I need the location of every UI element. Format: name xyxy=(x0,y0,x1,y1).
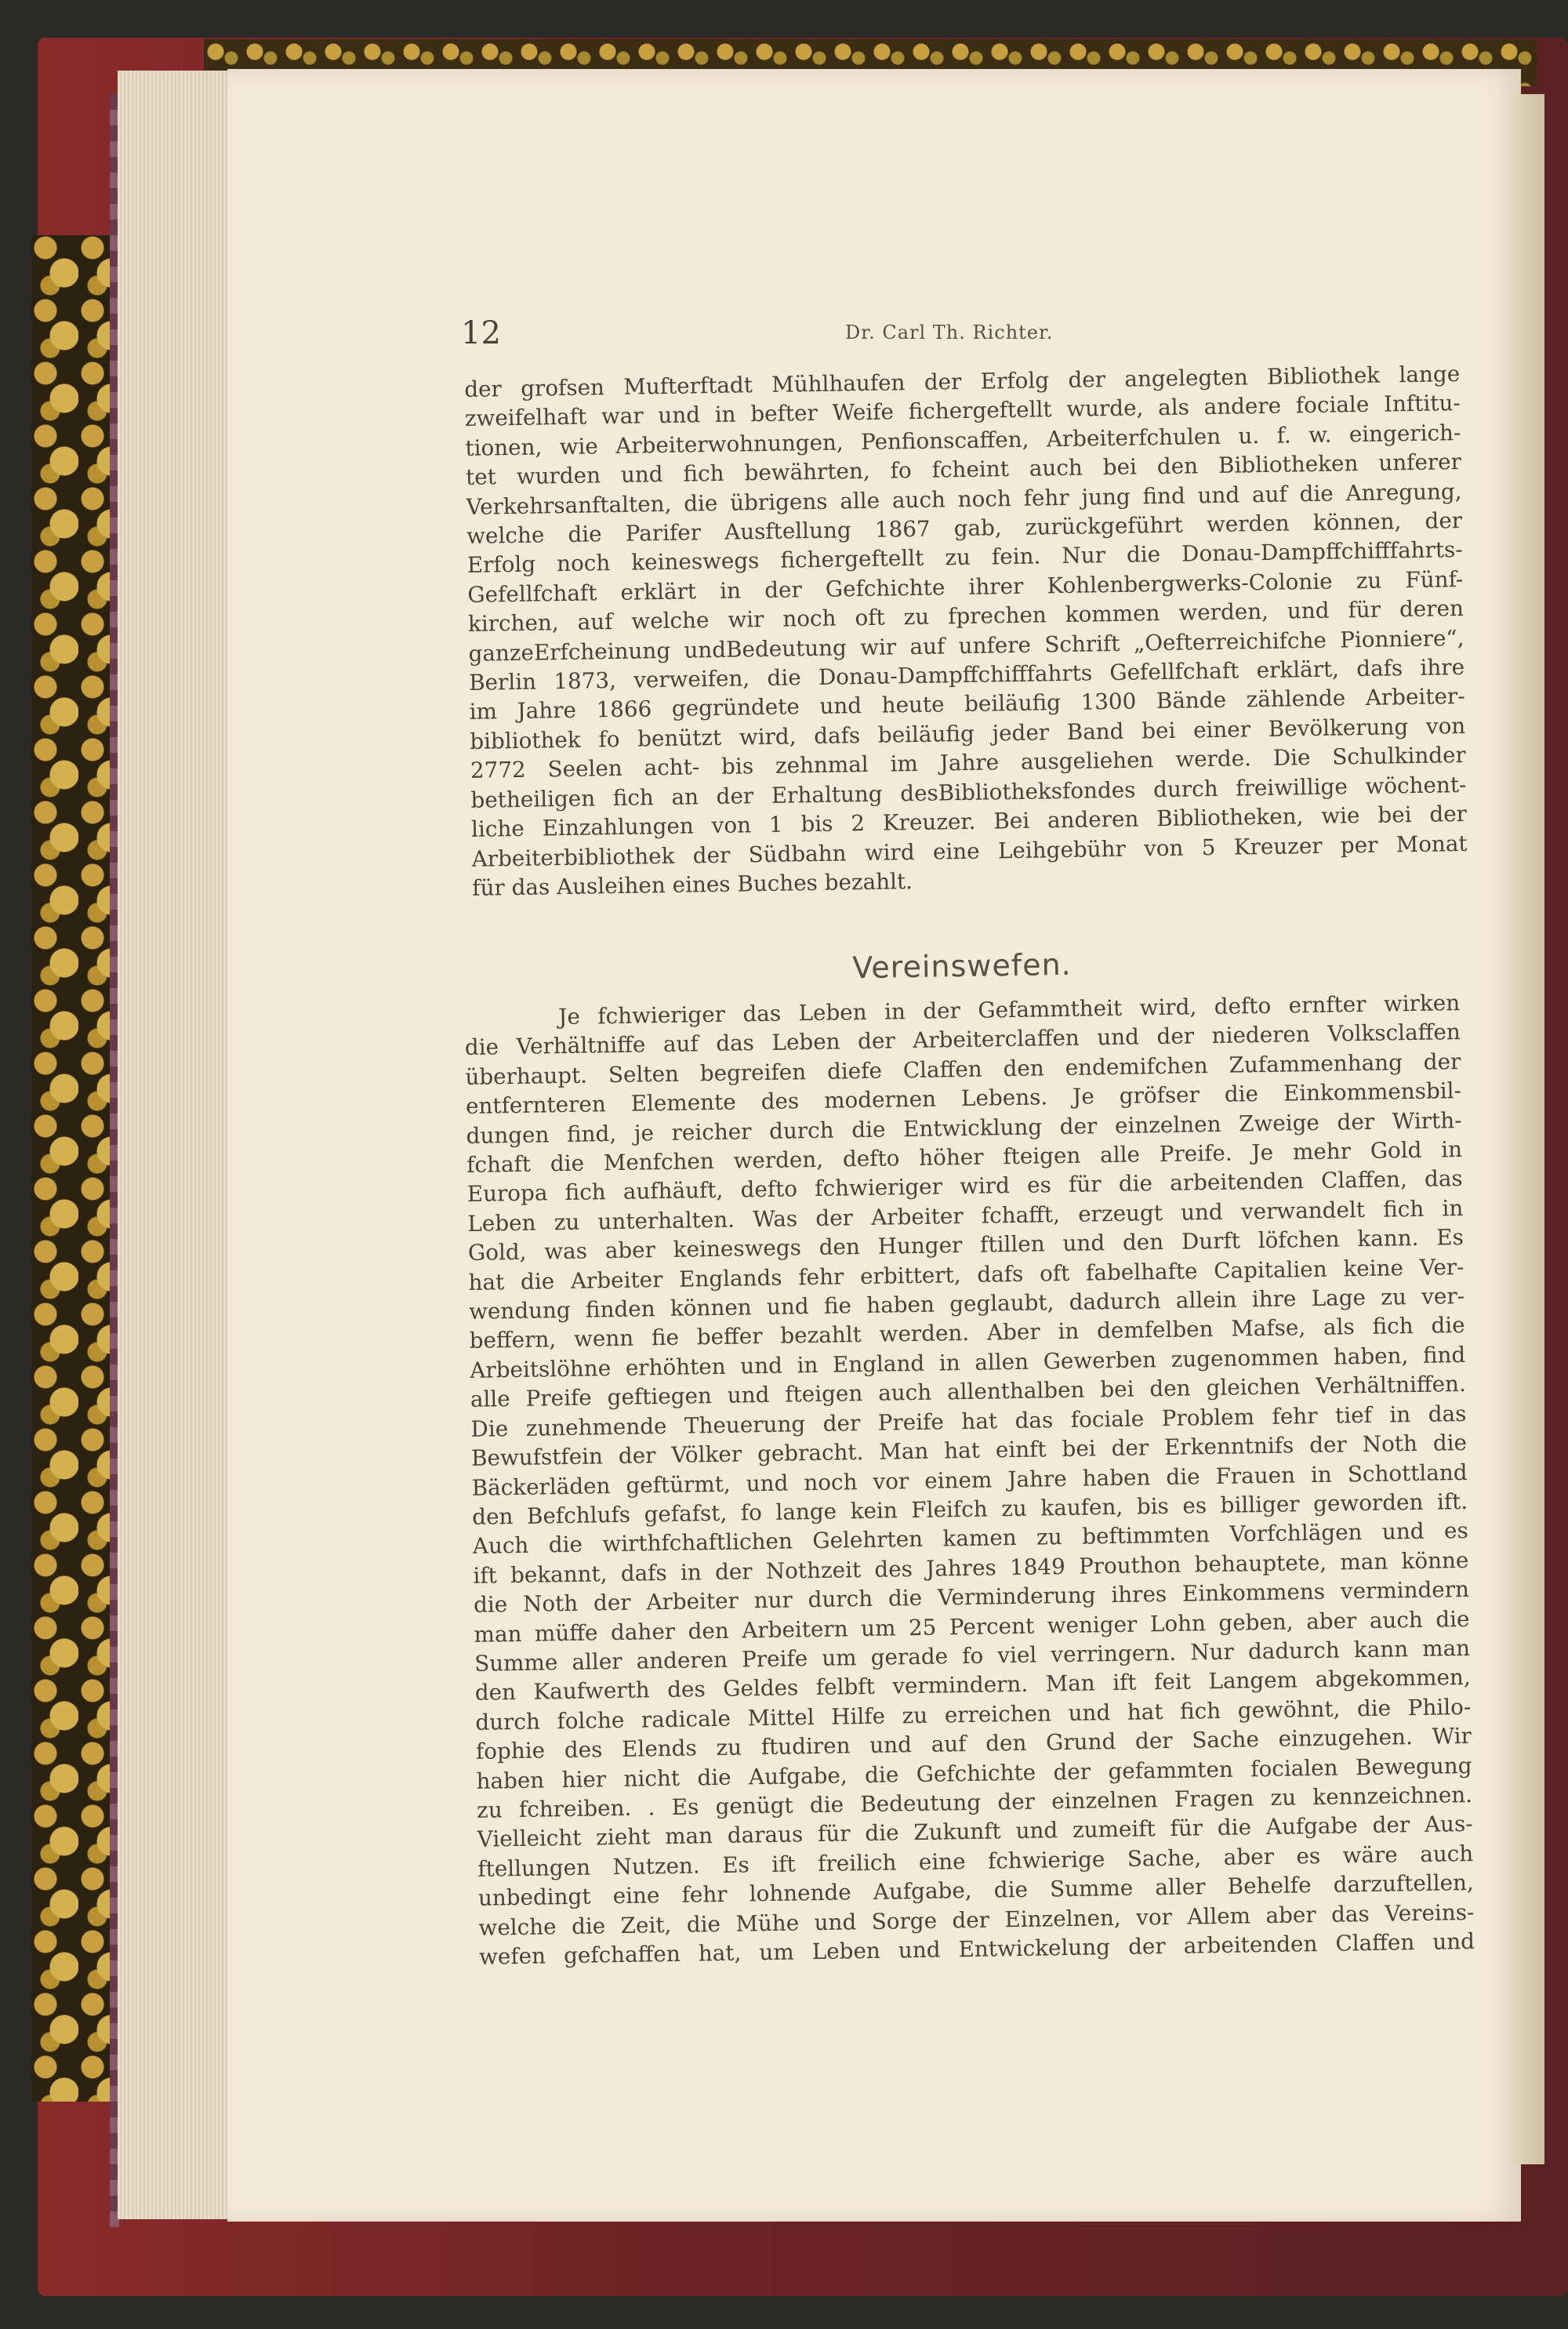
text-line: welche die Zeit, die Mühe und Sorge der Einzelnen, vor Allem aber das Vereins- xyxy=(478,1898,1475,1941)
running-head: Dr. Carl Th. Richter. xyxy=(845,322,1054,343)
text-line: Je fchwieriger das Leben in der Gefammtheit wird, defto ernfter wirken xyxy=(558,990,1461,1030)
text-line: tionen, wie Arbeiterwohnungen, Penfionscaffen, Arbeiterfchulen u. f. w. eingerich- xyxy=(465,419,1461,461)
text-line: Leben zu unterhalten. Was der Arbeiter fchafft, erzeugt und verwandelt fich in xyxy=(467,1194,1464,1237)
page-fold-right xyxy=(1513,94,1544,2164)
text-line: entfernteren Elemente des modernen Lebens. Je gröfser die Einkommensbil- xyxy=(465,1077,1462,1120)
text-line: im Jahre 1866 gegründete und heute beiläufig 1300 Bände zählende Arbeiter- xyxy=(469,683,1465,725)
text-line: Bäckerläden geftürmt, und noch vor einem Jahre haben die Frauen in Schottland xyxy=(471,1459,1468,1501)
text-line: Berlin 1873, verweifen, die Donau-Dampffchifffahrts Gefellfchaft erklärt, dafs ihre xyxy=(468,654,1465,696)
page-edges xyxy=(118,71,235,2219)
text-line: wendung finden können und fie haben geglaubt, dadurch allein ihre Lage zu ver- xyxy=(468,1283,1465,1325)
text-line: unbedingt eine fehr lohnende Aufgabe, die Summe aller Behelfe darzuftellen, xyxy=(477,1869,1475,1912)
text-line: Vielleicht zieht man daraus für die Zukunft und zumeift für die Aufgabe der Aus- xyxy=(477,1811,1473,1853)
text-line: Die zunehmende Theuerung der Preife hat das fociale Problem fehr tief in das xyxy=(470,1400,1467,1442)
paragraph-continued xyxy=(464,359,1468,903)
text-line: tet wurden und fich bewährten, fo fcheint auch bei den Bibliotheken unferer xyxy=(465,449,1462,491)
text-line: ganzeErfcheinung undBedeutung wir auf unfere Schrift „Oefterreichifche Pionniere“, xyxy=(468,624,1465,667)
text-line: man müffe daher den Arbeitern um 25 Percent weniger Lohn geben, aber auch die xyxy=(474,1605,1470,1648)
text-line: haben hier nicht die Aufgabe, die Gefchichte der gefammten focialen Bewegung xyxy=(476,1752,1472,1794)
text-line: kirchen, auf welche wir noch oft zu fprechen kommen werden, und für deren xyxy=(467,595,1465,638)
text-line: ift bekannt, dafs in der Nothzeit des Jahres 1849 Prouthon behauptete, man könne xyxy=(473,1546,1469,1589)
text-line: die Noth der Arbeiter nur durch die Verminderung ihres Einkommens vermindern xyxy=(473,1576,1470,1619)
text-line: ftellungen Nutzen. Es ift freilich eine fchwierige Sache, aber es wäre auch xyxy=(477,1840,1474,1882)
text-line: hat die Arbeiter Englands fehr erbittert, dafs oft fabelhafte Capitalien keine Ver- xyxy=(468,1253,1465,1295)
text-line: Auch die wirthfchaftlichen Gelehrten kamen zu beftimmten Vorfchlägen und es xyxy=(472,1517,1468,1560)
text-line: alle Preife geftiegen und fteigen auch allenthalben bei den gleichen Verhältniffen. xyxy=(470,1371,1467,1413)
text-line: bibliothek fo benützt wird, dafs beiläufig jeder Band bei einer Bevölkerung von xyxy=(470,712,1466,754)
page-number: 12 xyxy=(461,315,501,351)
text-line: durch folche radicale Mittel Hilfe zu erreichen und hat fich gewöhnt, die Philo- xyxy=(475,1693,1472,1735)
text-line: 2772 Seelen acht- bis zehnmal im Jahre ausgeliehen werde. Die Schulkinder xyxy=(470,742,1467,784)
page-header xyxy=(461,315,1449,354)
text-line: zu fchreiben. . Es genügt die Bedeutung der einzelnen Fragen zu kennzeichnen. xyxy=(476,1781,1473,1823)
text-line: wefen gefchaffen hat, um Leben und Entwickelung der arbeitenden Claffen und xyxy=(478,1928,1475,1970)
text-line: Arbeitslöhne erhöhten und in England in allen Gewerben zugenommen haben, find xyxy=(470,1341,1466,1383)
section-heading: Vereinswefen. xyxy=(851,946,1073,986)
text-line: überhaupt. Selten begreifen diefe Claffen den endemifchen Zufammenhang der xyxy=(465,1048,1461,1090)
text-line: Erfolg noch keineswegs fichergeftellt zu fein. Nur die Donau-Dampffchifffahrts- xyxy=(466,536,1463,579)
marbled-endpaper-left xyxy=(31,235,110,2102)
text-line: fophie des Elends zu ftudiren und auf den Grund der Sache einzugehen. Wir xyxy=(475,1723,1472,1765)
paragraph-vereinswesen xyxy=(464,988,1475,1971)
text-line: Arbeiterbibliothek der Südbahn wird eine Leihgebühr von 5 Kreuzer per Monat xyxy=(471,830,1468,872)
text-line: Europa fich aufhäuft, defto fchwieriger wird es für die arbeitenden Claffen, das xyxy=(466,1165,1463,1208)
text-line: Bewufstfein der Völker gebracht. Man hat einft bei der Erkenntnifs der Noth die xyxy=(470,1430,1468,1472)
text-line: Summe aller anderen Preife um gerade fo viel verringern. Nur dadurch kann man xyxy=(474,1634,1471,1677)
text-line: Gold, was aber keineswegs den Hunger ftillen und den Durft löfchen kann. Es xyxy=(467,1224,1465,1266)
text-line: welche die Parifer Ausftellung 1867 gab, zurückgeführt werden können, der xyxy=(466,507,1463,550)
text-line: die Verhältniffe auf das Leben der Arbeiterclaffen und der niederen Volksclaffen xyxy=(464,1019,1461,1061)
text-line: beffern, wenn fie beffer bezahlt werden. Aber in demfelben Mafse, als fich die xyxy=(469,1312,1465,1354)
text-line: dungen find, je reicher durch die Entwicklung der einzelnen Zweige der Wirth- xyxy=(466,1106,1462,1149)
text-line: für das Ausleihen eines Buches bezahlt. xyxy=(472,868,913,901)
text-line: liche Einzahlungen von 1 bis 2 Kreuzer. Bei anderen Bibliotheken, wie bei der xyxy=(470,801,1468,843)
text-line: Verkehrsanftalten, die übrigens alle auch noch fehr jung find und auf die Anregung, xyxy=(466,478,1462,520)
text-line: der grofsen Mufterftadt Mühlhaufen der Erfolg der angelegten Bibliothek lange xyxy=(464,361,1461,402)
text-line: zweifelhaft war und in befter Weife fichergeftellt wurde, als andere fociale Inftitu- xyxy=(464,390,1461,432)
text-line: den Befchlufs gefafst, fo lange kein Fleifch zu kaufen, bis es billiger geworden ift. xyxy=(472,1488,1468,1530)
text-line: betheiligen fich an der Erhaltung desBibliotheksfondes durch freiwillige wöchent- xyxy=(470,771,1467,813)
text-line: den Kaufwerth des Geldes felbft vermindern. Man ift feit Langem abgekommen, xyxy=(474,1664,1471,1706)
text-line: Gefellfchaft erklärt in der Gefchichte ihrer Kohlenbergwerks-Colonie zu Fünf- xyxy=(467,565,1464,608)
text-line: fchaft die Menfchen werden, defto höher fteigen alle Preife. Je mehr Gold in xyxy=(466,1136,1463,1179)
